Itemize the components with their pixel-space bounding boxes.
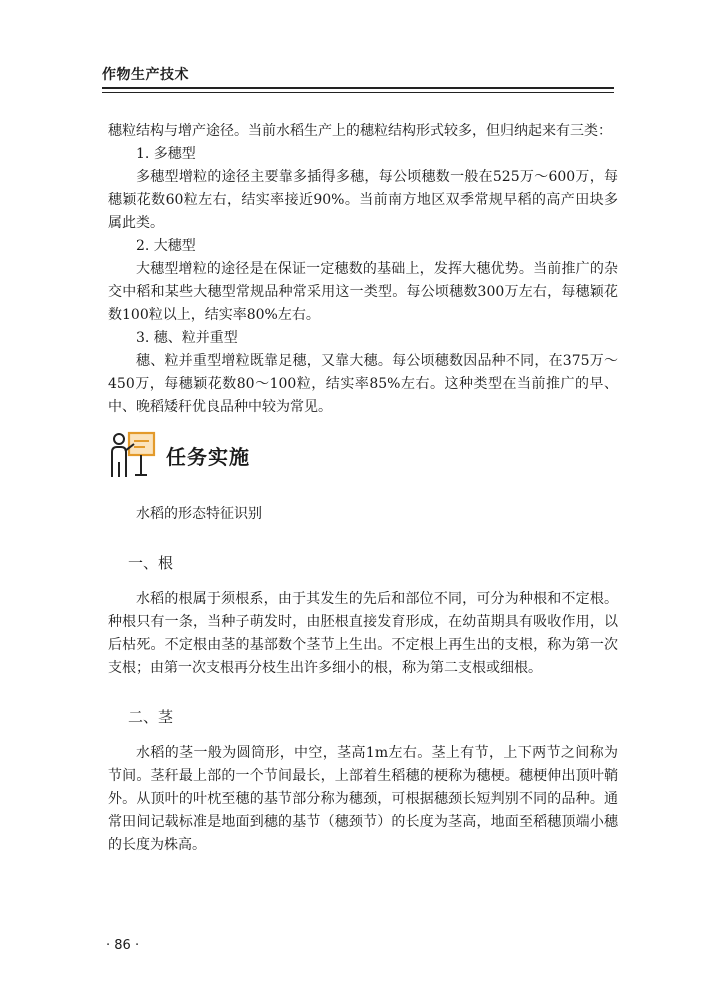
- task-banner: [108, 429, 618, 481]
- type-1-heading: 1. 多穗型: [136, 146, 196, 162]
- type-3-text: 穗、粒并重型增粒既靠足穗，又靠大穗。每公顷穗数因品种不同，在375万～450万，每穗颖花数80～100粒，结实率85%左右。这种类型在当前推广的早、中、晚稻矮秆优良品种中较为常见。: [108, 353, 618, 415]
- running-head: 作物生产技术: [102, 67, 189, 83]
- header-rule-thick: [102, 87, 614, 89]
- teacher-board-icon: [108, 430, 156, 480]
- page-body: [108, 120, 618, 857]
- section-stem-heading: 二、茎: [128, 708, 174, 726]
- header-rule-thin: [102, 92, 614, 93]
- type-3-heading: 3. 穗、粒并重型: [136, 330, 238, 346]
- task-title: 任务实施: [166, 444, 250, 469]
- section-root-text: 水稻的根属于须根系，由于其发生的先后和部位不同，可分为种根和不定根。种根只有一条，当种子萌发时，由胚根直接发育形成，在幼苗期具有吸收作用，以后枯死。不定根由茎的基部数个茎节上生出。不定根上再生出的支根，称为第一次支根；由第一次支根再分枝生出许多细小的根，称为第二支根或细根。: [108, 591, 618, 676]
- task-subtitle: 水稻的形态特征识别: [136, 506, 262, 522]
- type-1-text: 多穗型增粒的途径主要靠多插得多穗，每公顷穗数一般在525万～600万，每穗颖花数60粒左右，结实率接近90%。当前南方地区双季常规早稻的高产田块多属此类。: [108, 169, 618, 231]
- section-stem-text: 水稻的茎一般为圆筒形，中空，茎高1m左右。茎上有节，上下两节之间称为节间。茎秆最上部的一个节间最长，上部着生稻穗的梗称为穗梗。穗梗伸出顶叶鞘外。从顶叶的叶枕至穗的基节部分称为穗颈，可根据穗颈长短判别不同的品种。通常田间记载标准是地面到穗的基节（穗颈节）的长度为茎高，地面至稻穗顶端小穗的长度为株高。: [108, 745, 618, 853]
- intro-line: 穗粒结构与增产途径。当前水稻生产上的穗粒结构形式较多，但归纳起来有三类：: [108, 123, 612, 139]
- section-root-heading: 一、根: [128, 554, 174, 572]
- page-number: · 86 ·: [106, 938, 140, 953]
- type-2-text: 大穗型增粒的途径是在保证一定穗数的基础上，发挥大穗优势。当前推广的杂交中稻和某些大穗型常规品种常采用这一类型。每公顷穗数300万左右，每穗颖花数100粒以上，结实率80%左右。: [108, 261, 618, 323]
- type-2-heading: 2. 大穗型: [136, 238, 196, 254]
